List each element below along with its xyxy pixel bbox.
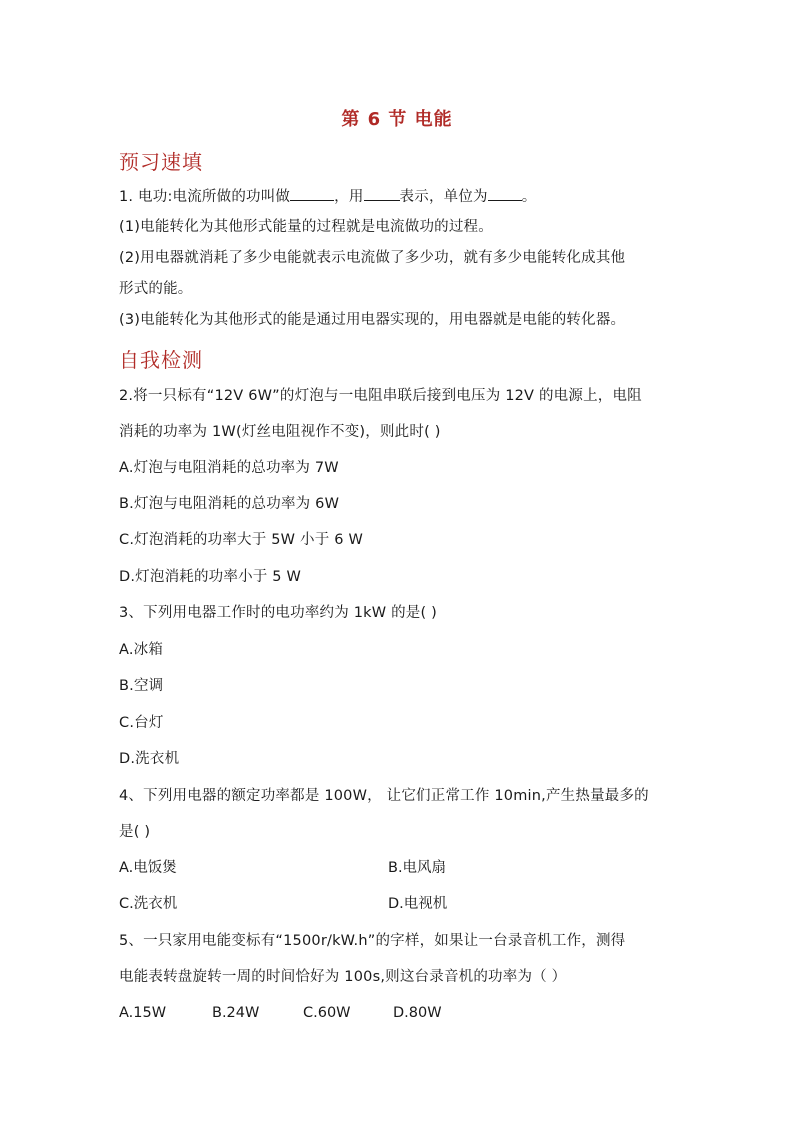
q4-option-a: A.电饭煲 [119, 860, 177, 876]
q4-option-d: D.电视机 [388, 896, 448, 912]
q4-option-b: B.电风扇 [388, 860, 447, 876]
q1-text-part1: 1. 电功:电流所做的功叫做 [119, 189, 291, 205]
q5-option-c: C.60W [303, 1005, 351, 1021]
q4-option-c: C.洗衣机 [119, 896, 178, 912]
q1-blank-3 [488, 186, 522, 201]
q5-stem-line-1: 5、一只家用电能变标有“1500r/kW.h”的字样，如果让一台录音机工作，测得 [119, 933, 626, 949]
q3-option-c: C.台灯 [119, 715, 164, 731]
q1-sub-2-line-2: 形式的能。 [119, 281, 193, 297]
q3-stem: 3、下列用电器工作时的电功率约为 1kW 的是( ) [119, 605, 438, 621]
q2-stem-line-2: 消耗的功率为 1W(灯丝电阻视作不变)，则此时( ) [119, 424, 441, 440]
q1-sub-3: (3)电能转化为其他形式的能是通过用电器实现的，用电器就是电能的转化器。 [119, 312, 626, 328]
q3-option-b: B.空调 [119, 678, 164, 694]
q5-option-b: B.24W [212, 1005, 260, 1021]
q3-option-a: A.冰箱 [119, 642, 164, 658]
q5-option-a: A.15W [119, 1005, 167, 1021]
q1-blank-2 [364, 186, 400, 201]
q3-option-d: D.洗衣机 [119, 751, 180, 767]
q1-sub-1: (1)电能转化为其他形式能量的过程就是电流做功的过程。 [119, 219, 493, 235]
q1-sub-2-line-1: (2)用电器就消耗了多少电能就表示电流做了多少功，就有多少电能转化成其他 [119, 250, 626, 266]
question-1 [119, 186, 536, 207]
q2-option-d: D.灯泡消耗的功率小于 5 W [119, 569, 302, 585]
q1-blank-1 [290, 186, 334, 201]
q5-option-d: D.80W [393, 1005, 442, 1021]
section-heading-preview: 预习速填 [119, 150, 203, 174]
q2-stem-line-1: 2.将一只标有“12V 6W”的灯泡与一电阻串联后接到电压为 12V 的电源上，电阻 [119, 388, 642, 404]
q2-option-a: A.灯泡与电阻消耗的总功率为 7W [119, 460, 339, 476]
section-heading-selfcheck: 自我检测 [119, 348, 203, 372]
q2-option-b: B.灯泡与电阻消耗的总功率为 6W [119, 496, 340, 512]
q4-stem-line-1: 4、下列用电器的额定功率都是 100W， 让它们正常工作 10min,产生热量最多的 [119, 788, 649, 804]
q4-stem-line-2: 是( ) [119, 824, 151, 840]
q1-text-part4: 。 [521, 189, 537, 205]
q5-stem-line-2: 电能表转盘旋转一周的时间恰好为 100s,则这台录音机的功率为（ ） [119, 969, 567, 985]
q2-option-c: C.灯泡消耗的功率大于 5W 小于 6 W [119, 532, 363, 548]
q1-text-part3: 表示，单位为 [399, 189, 488, 205]
page-title: 第 6 节 电能 [341, 109, 453, 130]
q1-text-part2: ，用 [334, 189, 364, 205]
